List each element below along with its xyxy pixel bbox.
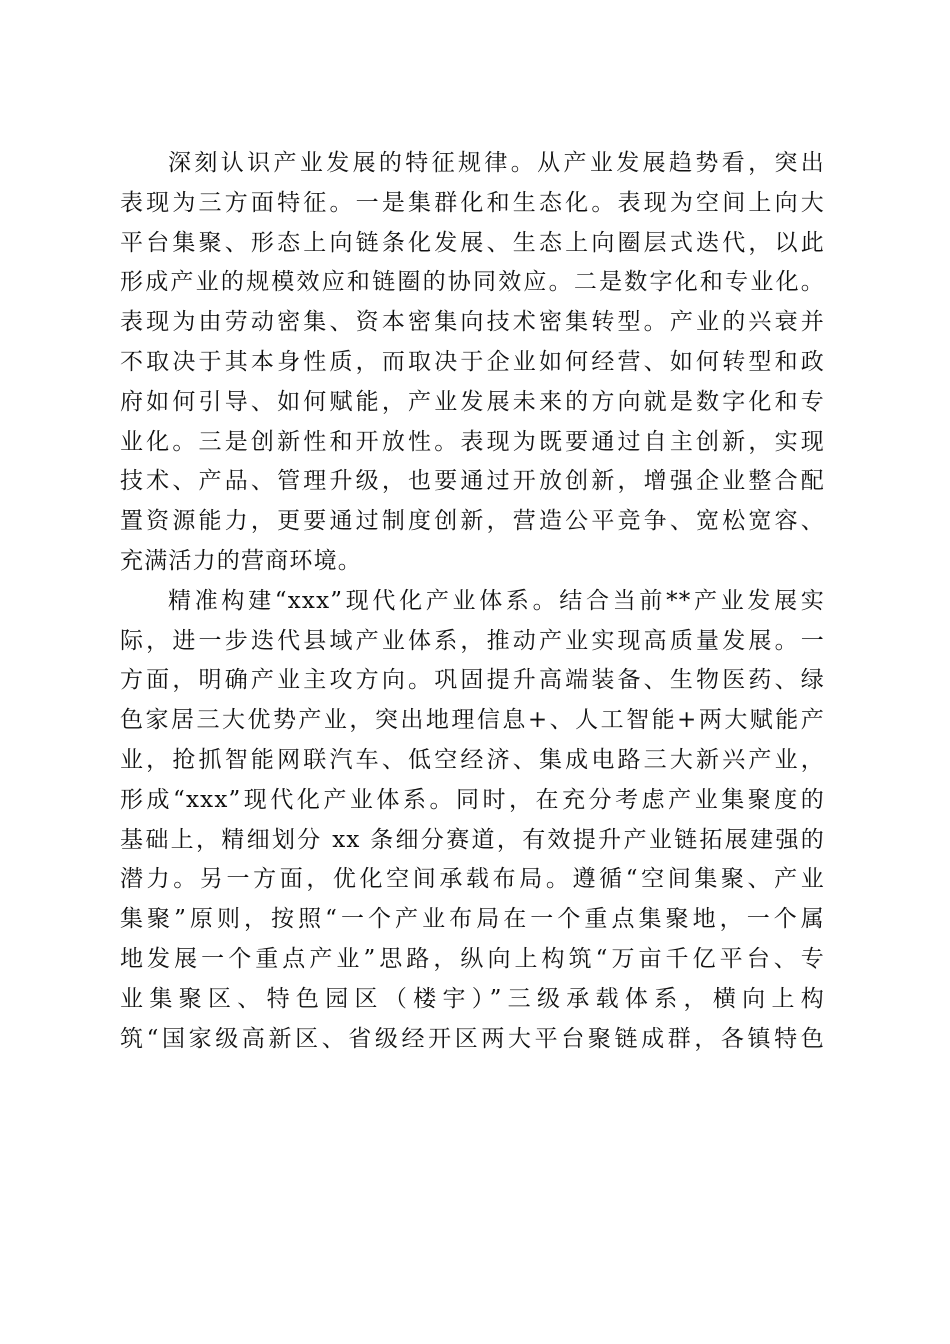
paragraph-1-line-2: 表现为三方面特征。一是集群化和生态化。表现为空间上向大 [120,189,825,216]
paragraph-1-line-10: 置资源能力，更要通过制度创新，营造公平竞争、宽松宽容、 [120,508,825,535]
paragraph-2-line-12: 筑“国家级高新区、省级经开区两大平台聚链成群，各镇特色 [120,1025,825,1052]
paragraph-2-line-7: 基础上，精细划分 xx 条细分赛道，有效提升产业链拓展建强的 [120,826,825,853]
paragraph-1-line-11: 充满活力的营商环境。 [120,547,362,574]
paragraph-1-line-5: 表现为由劳动密集、资本密集向技术密集转型。产业的兴衰并 [120,309,825,336]
paragraph-2-line-4: 色家居三大优势产业，突出地理信息+、人工智能+两大赋能产 [120,707,825,734]
paragraph-1-line-8: 业化。三是创新性和开放性。表现为既要通过自主创新，实现 [120,428,825,455]
paragraph-2-line-2: 际，进一步迭代县域产业体系，推动产业实现高质量发展。一 [120,627,825,654]
paragraph-2-line-5: 业，抢抓智能网联汽车、低空经济、集成电路三大新兴产业， [120,746,825,773]
paragraph-2-line-1: 精准构建“xxx”现代化产业体系。结合当前**产业发展实 [168,587,825,614]
paragraph-1-line-6: 不取决于其本身性质，而取决于企业如何经营、如何转型和政 [120,348,825,375]
paragraph-2-line-11: 业集聚区、特色园区（楼宇）”三级承载体系，横向上构 [120,985,825,1012]
paragraph-2-line-3: 方面，明确产业主攻方向。巩固提升高端装备、生物医药、绿 [120,667,825,694]
paragraph-2-line-6: 形成“xxx”现代化产业体系。同时，在充分考虑产业集聚度的 [120,786,825,813]
paragraph-1-line-3: 平台集聚、形态上向链条化发展、生态上向圈层式迭代，以此 [120,229,825,256]
paragraph-1-line-7: 府如何引导、如何赋能，产业发展未来的方向就是数字化和专 [120,388,825,415]
paragraph-1-line-9: 技术、产品、管理升级，也要通过开放创新，增强企业整合配 [120,468,825,495]
paragraph-1-line-1: 深刻认识产业发展的特征规律。从产业发展趋势看，突出 [168,150,825,176]
paragraph-2-line-10: 地发展一个重点产业”思路，纵向上构筑“万亩千亿平台、专 [120,945,825,972]
document-body [120,144,825,1059]
paragraph-2-line-9: 集聚”原则，按照“一个产业布局在一个重点集聚地，一个属 [120,906,825,933]
paragraph-2-line-8: 潜力。另一方面，优化空间承载布局。遵循“空间集聚、产业 [120,866,825,893]
paragraph-1-line-4: 形成产业的规模效应和链圈的协同效应。二是数字化和专业化。 [120,269,825,296]
